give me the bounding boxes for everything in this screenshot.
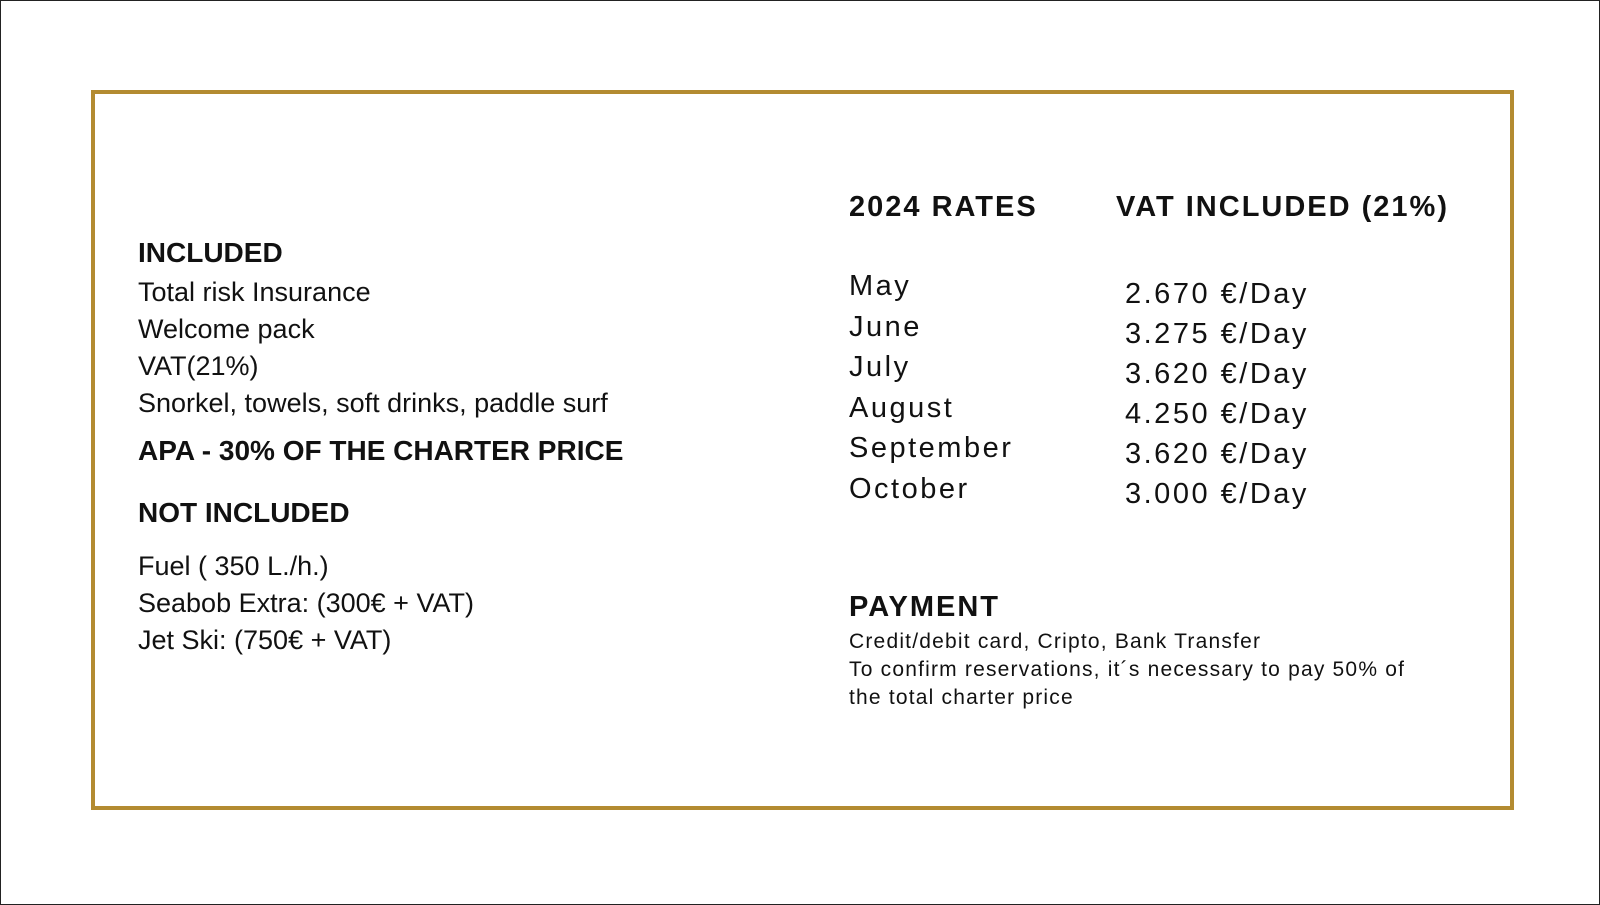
rate-month: May: [849, 270, 912, 302]
included-list: [138, 274, 798, 422]
not-included-item: Seabob Extra: (300€ + VAT): [138, 588, 474, 618]
rate-price: 2.670 €/Day: [1125, 278, 1309, 310]
payment-note-line-2: the total charter price: [849, 686, 1074, 709]
not-included-item: Fuel ( 350 L./h.): [138, 551, 329, 581]
vat-included-title: VAT INCLUDED (21%): [1116, 191, 1449, 223]
rate-month: October: [849, 472, 970, 505]
rate-month: August: [849, 391, 955, 424]
rate-price: 3.275 €/Day: [1125, 318, 1309, 350]
payment-section: [849, 590, 1489, 712]
included-heading: INCLUDED: [138, 237, 283, 268]
rate-price: 3.620 €/Day: [1125, 438, 1309, 470]
included-item: Welcome pack: [138, 314, 315, 344]
rates-month-column: [849, 268, 1089, 511]
payment-methods: Credit/debit card, Cripto, Bank Transfer: [849, 630, 1262, 653]
not-included-list: [138, 548, 798, 659]
rate-month: September: [849, 432, 1014, 464]
not-included-heading: NOT INCLUDED: [138, 497, 350, 528]
not-included-item: Jet Ski: (750€ + VAT): [138, 625, 392, 655]
rate-price: 3.000 €/Day: [1125, 478, 1309, 510]
included-item: Snorkel, towels, soft drinks, paddle surf: [138, 388, 608, 418]
rate-price: 3.620 €/Day: [1125, 358, 1309, 390]
inclusions-column: [138, 236, 798, 659]
rate-month: July: [849, 351, 911, 383]
rates-price-column: [1125, 276, 1465, 516]
rate-price: 4.250 €/Day: [1125, 398, 1309, 430]
payment-note-line-1: To confirm reservations, it´s necessary to pay 50% of: [849, 658, 1406, 681]
payment-title: PAYMENT: [849, 591, 1000, 623]
apa-heading: APA - 30% OF THE CHARTER PRICE: [138, 435, 624, 466]
included-item: VAT(21%): [138, 351, 259, 381]
rates-title: 2024 RATES: [849, 191, 1038, 223]
included-item: Total risk Insurance: [138, 277, 371, 307]
rate-month: June: [849, 310, 922, 343]
